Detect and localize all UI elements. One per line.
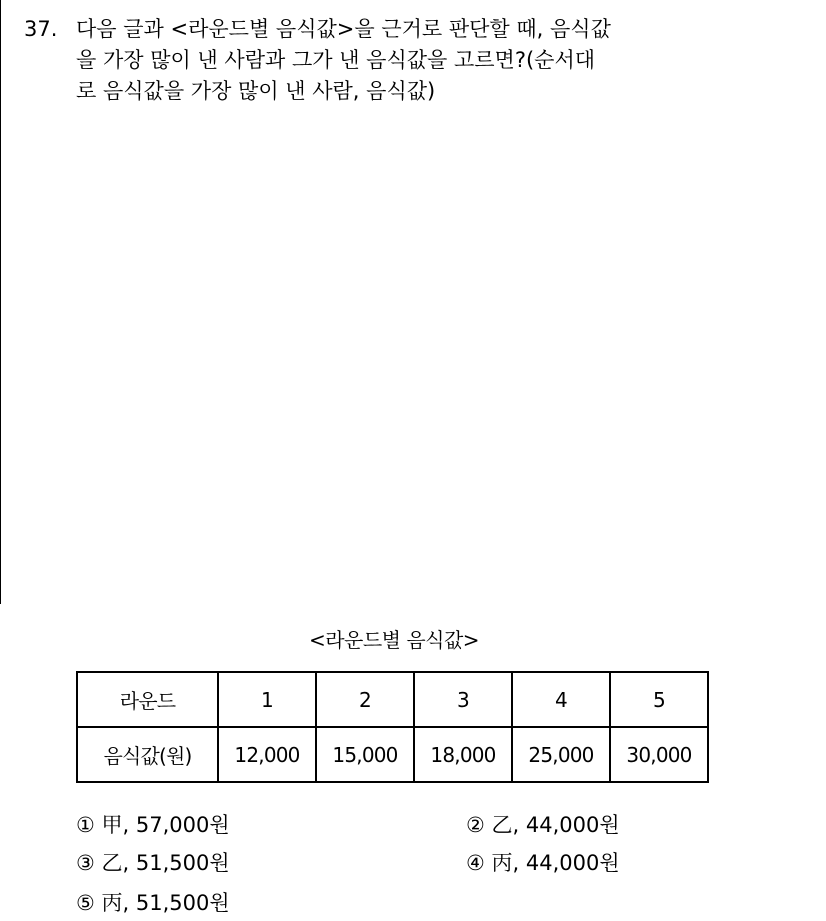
question-block xyxy=(24,14,804,107)
cost-cell-4: 25,000 xyxy=(512,727,610,782)
row-header-cost: 음식값(원) xyxy=(77,727,218,782)
round-cost-table xyxy=(76,671,709,783)
cost-cell-5: 30,000 xyxy=(610,727,708,782)
cost-cell-2: 15,000 xyxy=(316,727,414,782)
question-text-line-1: 다음 글과 <라운드별 음식값>을 근거로 판단할 때, 음식값 xyxy=(76,17,611,41)
cost-cell-3: 18,000 xyxy=(414,727,512,782)
round-cell-3: 3 xyxy=(414,672,512,727)
choice-text: 丙, 44,000원 xyxy=(491,851,620,875)
answer-choice-3[interactable] xyxy=(76,849,230,877)
answer-choice-5[interactable] xyxy=(76,889,230,917)
choice-text: 丙, 51,500원 xyxy=(101,891,230,915)
answer-choice-1[interactable] xyxy=(76,811,230,839)
choice-marker: ③ xyxy=(76,851,95,875)
round-cell-1: 1 xyxy=(218,672,316,727)
left-margin-rule xyxy=(0,0,1,604)
question-text-line-3: 로 음식값을 가장 많이 낸 사람, 음식값) xyxy=(76,79,436,103)
answer-choice-2[interactable] xyxy=(466,811,620,839)
table-row-rounds xyxy=(77,672,708,727)
table-title: <라운드별 음식값> xyxy=(308,628,480,652)
round-cell-5: 5 xyxy=(610,672,708,727)
round-cell-4: 4 xyxy=(512,672,610,727)
table-row-costs xyxy=(77,727,708,782)
round-cell-2: 2 xyxy=(316,672,414,727)
choice-marker: ⑤ xyxy=(76,891,95,915)
question-line-1 xyxy=(24,14,804,45)
answer-choice-4[interactable] xyxy=(466,849,620,877)
choice-text: 甲, 57,000원 xyxy=(101,813,230,837)
question-number: 37. xyxy=(24,17,58,41)
choice-marker: ④ xyxy=(466,851,485,875)
cost-cell-1: 12,000 xyxy=(218,727,316,782)
choice-marker: ② xyxy=(466,813,485,837)
choice-marker: ① xyxy=(76,813,95,837)
row-header-round: 라운드 xyxy=(77,672,218,727)
question-text-line-2: 을 가장 많이 낸 사람과 그가 낸 음식값을 고르면?(순서대 xyxy=(76,48,596,72)
choice-text: 乙, 44,000원 xyxy=(491,813,620,837)
choice-text: 乙, 51,500원 xyxy=(101,851,230,875)
